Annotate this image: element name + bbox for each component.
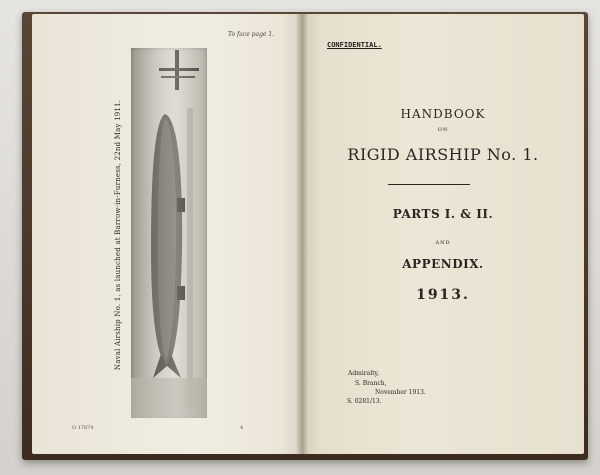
book-gutter — [296, 14, 308, 454]
right-page — [302, 14, 584, 454]
plate-code: O 17874 — [72, 425, 94, 431]
plate-number: 4 — [240, 425, 244, 431]
imprint-office: Admiralty, — [348, 370, 380, 377]
title-divider — [388, 184, 470, 185]
title-rigid-airship: RIGID AIRSHIP No. 1. — [347, 145, 539, 164]
photo-sky — [131, 48, 207, 418]
airship-photograph — [131, 48, 207, 418]
appendix-heading: APPENDIX. — [402, 257, 484, 271]
title-connector: ON — [437, 127, 449, 133]
parts-heading: PARTS I. & II. — [392, 207, 494, 221]
classification-stamp: CONFIDENTIAL. — [327, 41, 382, 49]
plate-caption: Naval Airship No. 1, as launched at Barrow-in-Furness, 22nd May 1911. — [114, 99, 122, 371]
imprint-date: November 1913. — [375, 389, 426, 396]
imprint-reference: S. 0281/13. — [347, 398, 382, 405]
face-page-note: To face page 1. — [228, 31, 275, 38]
publication-year: 1913. — [416, 287, 470, 303]
and-connector: AND — [435, 240, 451, 246]
title-handbook: HANDBOOK — [400, 107, 486, 121]
imprint-branch: S. Branch, — [355, 380, 387, 387]
